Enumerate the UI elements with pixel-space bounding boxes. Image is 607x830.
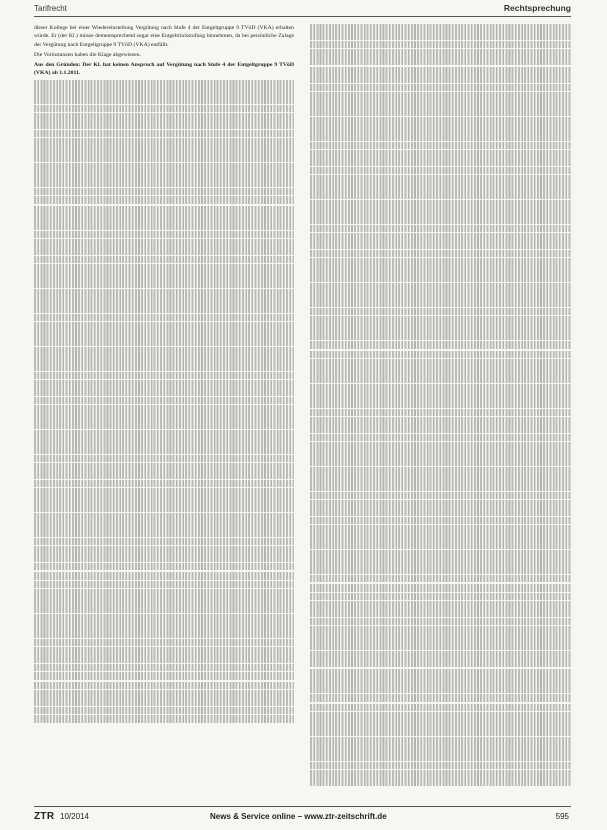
text-line — [34, 446, 294, 454]
text-line — [34, 538, 294, 546]
text-line — [34, 146, 294, 154]
section-category: Rechtsprechung — [503, 3, 571, 13]
text-line — [310, 762, 571, 770]
right-text-column — [310, 24, 571, 800]
text-line — [34, 179, 294, 187]
text-line — [310, 425, 571, 433]
text-line — [310, 685, 571, 693]
text-line — [34, 488, 294, 496]
footer-rule — [34, 806, 571, 807]
text-line — [34, 655, 294, 663]
text-line — [310, 442, 571, 450]
text-line — [34, 372, 294, 380]
text-line — [310, 467, 571, 475]
text-line — [34, 280, 294, 288]
text-line — [310, 720, 571, 728]
text-line — [310, 525, 571, 533]
text-line — [310, 191, 571, 199]
text-line — [34, 289, 294, 297]
text-line — [34, 480, 294, 488]
text-line — [310, 609, 571, 617]
text-line — [310, 541, 571, 549]
text-line — [310, 704, 571, 712]
text-line — [34, 206, 294, 214]
text-line — [34, 196, 294, 204]
text-line — [310, 183, 571, 191]
text-line — [34, 529, 294, 537]
text-line — [34, 330, 294, 338]
text-line — [34, 188, 294, 196]
text-line — [310, 158, 571, 166]
text-line — [34, 463, 294, 471]
text-line — [310, 324, 571, 332]
text-line — [34, 314, 294, 322]
text-line — [34, 256, 294, 264]
text-line — [310, 558, 571, 566]
right-paragraph-3 — [310, 584, 571, 666]
text-line — [310, 41, 571, 49]
text-line — [34, 138, 294, 146]
text-line — [34, 605, 294, 613]
text-line — [34, 105, 294, 113]
text-line — [34, 222, 294, 230]
text-line — [34, 421, 294, 429]
text-line — [34, 597, 294, 605]
text-line — [310, 216, 571, 224]
text-line — [310, 500, 571, 508]
section-title: Tarifrecht — [34, 4, 67, 13]
left-paragraph-0: dieser Kollege bei einer Wiedereinstellung Vergütung nach Stufe 4 der Entgeltgruppe 9 TVöD (VKA) erhalten würde. Er (der Kl.) müsse dementsprechend sogar eine Entgeltrückstufung hinnehmen, da bei persönliche Zulage der Vergütung nach Entgeltgruppe 9 TVöD (VKA) entfällt. — [34, 25, 294, 48]
text-line — [310, 384, 571, 392]
text-line — [34, 163, 294, 171]
text-line — [34, 521, 294, 529]
right-paragraph-0 — [310, 24, 571, 65]
text-line — [34, 338, 294, 346]
text-line — [310, 450, 571, 458]
text-line — [34, 455, 294, 463]
text-line — [310, 492, 571, 500]
text-line — [310, 241, 571, 249]
text-line — [310, 266, 571, 274]
left-paragraph-6 — [34, 682, 294, 723]
text-line — [310, 316, 571, 324]
text-line — [310, 434, 571, 442]
text-line — [34, 589, 294, 597]
text-line — [34, 397, 294, 405]
text-line — [34, 297, 294, 305]
text-line — [310, 753, 571, 761]
text-line — [34, 471, 294, 479]
text-line — [310, 57, 571, 65]
text-line — [310, 108, 571, 116]
left-paragraph-5 — [34, 572, 294, 679]
text-line — [34, 614, 294, 622]
text-line — [34, 430, 294, 438]
text-line — [34, 563, 294, 571]
text-line — [34, 647, 294, 655]
text-line — [34, 154, 294, 162]
text-line — [34, 347, 294, 355]
text-line — [34, 581, 294, 589]
text-line — [310, 400, 571, 408]
text-line — [310, 67, 571, 75]
text-line — [34, 504, 294, 512]
text-line — [310, 417, 571, 425]
journal-logo: ZTR — [34, 811, 55, 822]
text-line — [34, 322, 294, 330]
text-line — [310, 208, 571, 216]
text-line — [310, 332, 571, 340]
right-paragraph-5 — [310, 704, 571, 786]
text-line — [310, 642, 571, 650]
text-line — [34, 388, 294, 396]
text-line — [34, 438, 294, 446]
text-line — [34, 88, 294, 96]
text-line — [34, 355, 294, 363]
text-line — [310, 100, 571, 108]
text-line — [310, 167, 571, 175]
text-line — [310, 728, 571, 736]
text-line — [310, 669, 571, 677]
text-line — [310, 308, 571, 316]
text-line — [310, 200, 571, 208]
text-line — [34, 572, 294, 580]
text-line — [310, 150, 571, 158]
text-line — [310, 258, 571, 266]
text-line — [34, 707, 294, 715]
text-line — [310, 142, 571, 150]
text-line — [310, 737, 571, 745]
text-line — [34, 272, 294, 280]
footer-website: News & Service online – www.ztr-zeitschrift.de — [210, 812, 387, 821]
text-line — [310, 575, 571, 583]
text-line — [310, 283, 571, 291]
text-line — [34, 554, 294, 562]
text-line — [34, 513, 294, 521]
text-line — [310, 458, 571, 466]
text-line — [34, 130, 294, 138]
text-line — [310, 745, 571, 753]
text-line — [34, 413, 294, 421]
text-line — [34, 546, 294, 554]
text-line — [310, 778, 571, 786]
text-line — [310, 32, 571, 40]
text-line — [34, 121, 294, 129]
text-line — [310, 175, 571, 183]
text-line — [310, 601, 571, 609]
text-line — [310, 626, 571, 634]
text-line — [310, 133, 571, 141]
text-line — [310, 593, 571, 601]
text-line — [34, 231, 294, 239]
text-line — [34, 682, 294, 690]
text-line — [310, 475, 571, 483]
text-line — [34, 113, 294, 121]
header-rule — [34, 16, 571, 17]
text-line — [310, 634, 571, 642]
text-line — [34, 496, 294, 504]
text-line — [310, 677, 571, 685]
text-line — [310, 125, 571, 133]
text-line — [310, 483, 571, 491]
text-line — [310, 659, 571, 667]
text-line — [34, 698, 294, 706]
text-line — [34, 639, 294, 647]
right-paragraph-2 — [310, 351, 571, 583]
text-line — [310, 508, 571, 516]
text-line — [34, 664, 294, 672]
right-paragraph-1 — [310, 67, 571, 349]
text-line — [310, 75, 571, 83]
text-line — [310, 359, 571, 367]
text-line — [34, 247, 294, 255]
text-line — [310, 533, 571, 541]
text-line — [34, 363, 294, 371]
text-line — [34, 80, 294, 88]
left-paragraph-4 — [34, 206, 294, 571]
text-line — [310, 351, 571, 359]
text-line — [34, 239, 294, 247]
text-line — [310, 517, 571, 525]
text-line — [310, 651, 571, 659]
text-line — [34, 405, 294, 413]
text-line — [310, 618, 571, 626]
text-line — [310, 225, 571, 233]
text-line — [310, 299, 571, 307]
page-number: 595 — [555, 812, 569, 821]
text-line — [310, 84, 571, 92]
left-paragraph-3 — [34, 80, 294, 204]
left-reasoning-heading: Aus den Gründen: Der Kl. hat keinen Anspruch auf Vergütung nach Stufe 4 der Entgeltgruppe 9 TVöD (VKA) ab 1.1.2011. — [34, 62, 294, 77]
text-line — [310, 49, 571, 57]
text-line — [34, 715, 294, 723]
text-line — [310, 712, 571, 720]
left-text-column — [34, 24, 294, 800]
text-line — [34, 264, 294, 272]
right-paragraph-4 — [310, 669, 571, 702]
text-line — [34, 214, 294, 222]
text-line — [310, 250, 571, 258]
text-line — [34, 305, 294, 313]
text-line — [310, 550, 571, 558]
text-line — [310, 367, 571, 375]
issue-number: 10/2014 — [60, 812, 89, 821]
text-line — [310, 375, 571, 383]
text-line — [310, 566, 571, 574]
text-line — [310, 274, 571, 282]
text-line — [310, 392, 571, 400]
text-line — [310, 409, 571, 417]
left-paragraph-1: Die Vorinstanzen haben die Klage abgewiesen. — [34, 51, 141, 58]
text-line — [310, 291, 571, 299]
text-line — [310, 694, 571, 702]
text-line — [34, 630, 294, 638]
text-line — [310, 770, 571, 778]
text-line — [310, 584, 571, 592]
text-line — [34, 96, 294, 104]
text-line — [34, 380, 294, 388]
text-line — [310, 92, 571, 100]
text-line — [34, 672, 294, 680]
text-line — [310, 24, 571, 32]
text-line — [34, 690, 294, 698]
text-line — [34, 622, 294, 630]
text-line — [34, 171, 294, 179]
text-line — [310, 117, 571, 125]
text-line — [310, 341, 571, 349]
text-line — [310, 233, 571, 241]
